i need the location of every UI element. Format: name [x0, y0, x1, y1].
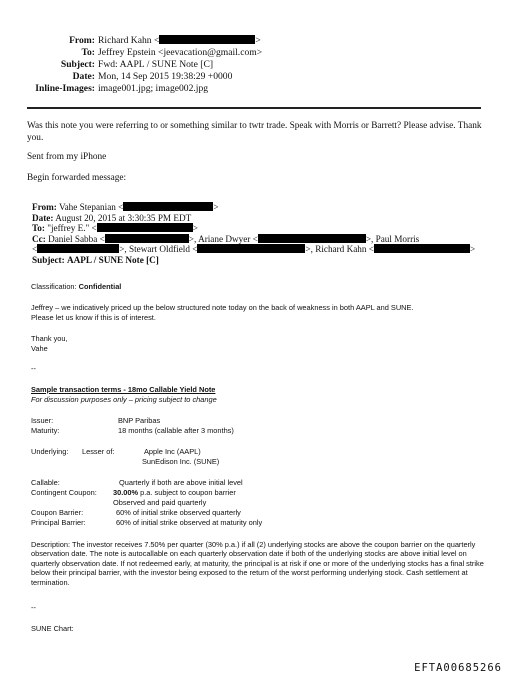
note-intro-2: Please let us know if this is of interest.: [31, 313, 156, 322]
classification: Classification: Confidential: [31, 282, 122, 291]
underlying-label: Underlying:: [31, 447, 69, 456]
issuer-value: BNP Paribas: [118, 416, 161, 425]
callable-value: Quarterly if both are above initial level: [119, 478, 243, 487]
document-id: EFTA00685266: [414, 662, 502, 674]
note-sender-name: Vahe: [31, 344, 48, 353]
principal-barrier-value: 60% of initial strike observed at maturity only: [116, 518, 263, 527]
sample-title: Sample transaction terms - 18mo Callable Yield Note: [31, 385, 216, 394]
lesser-of-label: Lesser of:: [82, 447, 115, 456]
to-label: To:: [81, 47, 95, 58]
date-value: Mon, 14 Sep 2015 19:38:29 +0000: [98, 71, 233, 82]
from-value: Richard Kahn < >: [98, 35, 261, 46]
header-divider: [27, 107, 481, 109]
redaction-bar: [197, 244, 305, 253]
redaction-bar: [374, 244, 470, 253]
redaction-bar: [37, 244, 119, 253]
message-signature: Sent from my iPhone: [27, 152, 107, 162]
note-intro: Jeffrey – we indicatively priced up the below structured note today on the back of weakness in both AAPL and SUNE.: [31, 303, 414, 312]
to-value: Jeffrey Epstein <jeevacation@gmail.com>: [98, 47, 263, 58]
callable-label: Callable:: [31, 478, 60, 487]
sample-subtitle: For discussion purposes only – pricing subject to change: [31, 395, 217, 404]
redaction-bar: [258, 234, 366, 243]
fwd-date-line: Date: August 20, 2015 at 3:30:35 PM EDT: [32, 212, 192, 223]
coupon-label: Contingent Coupon:: [31, 488, 97, 497]
separator: --: [31, 603, 36, 612]
redaction-bar: [159, 35, 255, 44]
redaction-bar: [97, 223, 193, 232]
note-description: Description: The investor receives 7.50% per quarter (30% p.a.) if all (2) underlying stocks are above the coupon barrier on the quarterly observation date. The note is autocallable on each quarterly observation date if both of the underlying stocks are above initial level on quarterly observation date. If not redeemed early, at maturity, the principal is at risk if one or more of the underlying stocks has a final strike below their principal barrier, with the investor being exposed to the return of the worst performing underlying stock. Cash settlement at termination.: [31, 540, 484, 587]
fwd-cc-line: Cc: Daniel Sabba < >, Ariane Dwyer < >, Paul Morris: [32, 233, 420, 244]
redaction-bar: [123, 202, 213, 211]
note-thanks: Thank you,: [31, 334, 68, 343]
from-label: From:: [69, 35, 95, 46]
inline-images-value: image001.jpg; image002.jpg: [98, 83, 209, 94]
message-body: Was this note you were referring to or something similar to twtr trade. Speak with Morris or Barrett? Please advise. Thank you.: [27, 121, 482, 143]
coupon-value: 30.00% p.a. subject to coupon barrier: [113, 488, 236, 497]
coupon-barrier-label: Coupon Barrier:: [31, 508, 84, 517]
coupon-value-2: Observed and paid quarterly: [113, 498, 207, 507]
principal-barrier-label: Principal Barrier:: [31, 518, 86, 527]
issuer-label: Issuer:: [31, 416, 54, 425]
underlying-aapl: Apple Inc (AAPL): [144, 447, 201, 456]
maturity-label: Maturity:: [31, 426, 60, 435]
maturity-value: 18 months (callable after 3 months): [118, 426, 234, 435]
sune-chart-label: SUNE Chart:: [31, 624, 74, 633]
forward-intro: Begin forwarded message:: [27, 173, 127, 183]
subject-value: Fwd: AAPL / SUNE Note [C]: [98, 59, 214, 70]
inline-images-label: Inline-Images:: [35, 83, 95, 94]
fwd-cc-line-2: < >, Stewart Oldfield < >, Richard Kahn < >: [32, 244, 476, 255]
fwd-to-line: To: "jeffrey E." < >: [32, 223, 198, 234]
redaction-bar: [105, 234, 189, 243]
fwd-subject-line: Subject: AAPL / SUNE Note [C]: [32, 255, 159, 265]
date-label: Date:: [72, 71, 95, 82]
coupon-barrier-value: 60% of initial strike observed quarterly: [116, 508, 241, 517]
subject-label: Subject:: [60, 59, 95, 70]
fwd-from-line: From: Vahe Stepanian < >: [32, 202, 219, 212]
classification-value: Confidential: [78, 282, 122, 291]
underlying-sune: SunEdison Inc. (SUNE): [142, 457, 220, 466]
separator: --: [31, 364, 36, 373]
